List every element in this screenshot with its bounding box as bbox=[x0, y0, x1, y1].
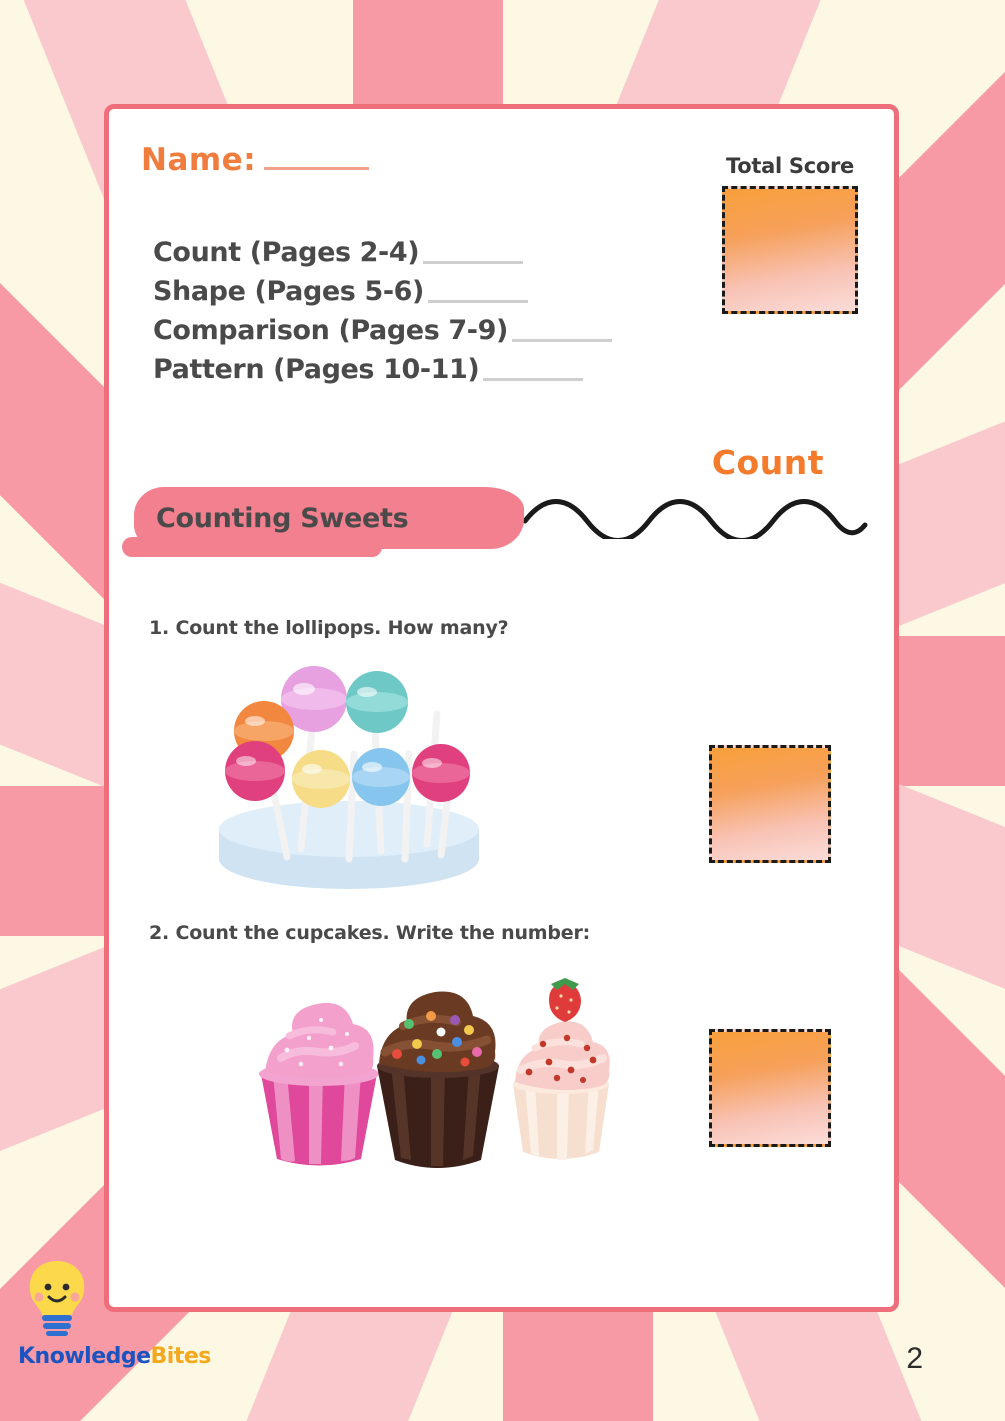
question-2-answer-box[interactable] bbox=[709, 1029, 831, 1147]
banner-title: Counting Sweets bbox=[156, 503, 409, 534]
wavy-divider-icon bbox=[521, 491, 869, 539]
total-score-group bbox=[710, 154, 870, 314]
lightbulb-icon bbox=[18, 1257, 96, 1339]
question-1-answer-box[interactable] bbox=[709, 745, 831, 863]
logo-text bbox=[18, 1344, 218, 1369]
knowledgebites-logo bbox=[18, 1257, 218, 1369]
section-label: Count (Pages 2-4) bbox=[153, 237, 420, 268]
section-row bbox=[153, 315, 612, 346]
section-row bbox=[153, 354, 612, 385]
count-heading: Count bbox=[711, 443, 824, 482]
question-1 bbox=[149, 617, 864, 639]
page-number: 2 bbox=[906, 1342, 923, 1375]
logo-text-secondary: Bites bbox=[150, 1344, 211, 1369]
section-score-blank[interactable] bbox=[423, 255, 523, 264]
worksheet-page bbox=[104, 104, 899, 1312]
section-score-blank[interactable] bbox=[512, 333, 612, 342]
section-row bbox=[153, 237, 612, 268]
section-row bbox=[153, 276, 612, 307]
section-score-blank[interactable] bbox=[483, 372, 583, 381]
section-banner bbox=[134, 487, 524, 549]
name-row bbox=[141, 142, 369, 178]
question-2 bbox=[149, 922, 864, 944]
total-score-label: Total Score bbox=[726, 154, 854, 178]
section-label: Comparison (Pages 7-9) bbox=[153, 315, 508, 346]
question-1-text: 1. Count the lollipops. How many? bbox=[149, 617, 509, 639]
section-label: Pattern (Pages 10-11) bbox=[153, 354, 480, 385]
cupcakes-illustration bbox=[169, 954, 669, 1179]
section-label: Shape (Pages 5-6) bbox=[153, 276, 424, 307]
section-score-blank[interactable] bbox=[428, 294, 528, 303]
section-list bbox=[153, 237, 612, 393]
question-2-text: 2. Count the cupcakes. Write the number: bbox=[149, 922, 591, 944]
total-score-answer-box[interactable] bbox=[722, 186, 858, 314]
name-input-blank[interactable] bbox=[264, 147, 369, 170]
name-label: Name: bbox=[141, 142, 257, 178]
logo-text-primary: Knowledge bbox=[18, 1344, 151, 1369]
lollipops-illustration bbox=[209, 659, 489, 894]
